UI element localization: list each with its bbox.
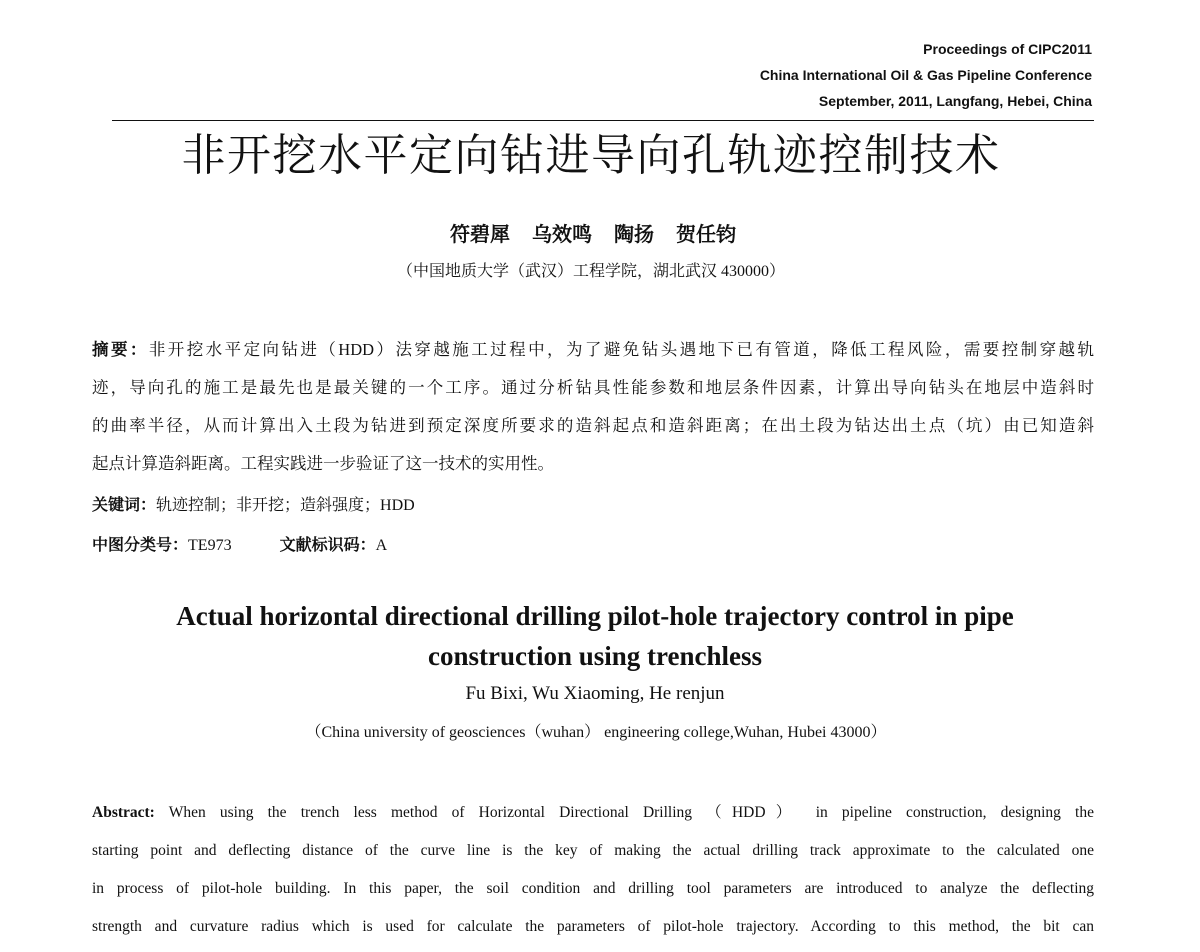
abstract-en-line-2: starting point and deflecting distance of the curve line is the key of making the actual drilling track approximate to the calculated one <box>92 842 1094 859</box>
keywords-chinese <box>92 486 1094 525</box>
abstract-cn-line-1 <box>92 331 1094 369</box>
title-chinese: 非开挖水平定向钻进导向孔轨迹控制技术 <box>181 130 1001 181</box>
abstract-chinese <box>92 331 1094 483</box>
abstract-cn-line-3: 的曲率半径，从而计算出入土段为钻进到预定深度所要求的造斜起点和造斜距离；在出土段为钻达出土点（坑）由已知造斜 <box>92 416 1094 435</box>
abstract-en-line-4: strength and curvature radius which is used for calculate the parameters of pilot-hole trajectory. According to this method, the bit can <box>92 918 1094 935</box>
abstract-english <box>92 794 1094 946</box>
affiliation-chinese: （中国地质大学（武汉）工程学院，湖北武汉 430000） <box>396 263 785 280</box>
doc-code-value: A <box>375 537 388 554</box>
keywords-label: 关键词： <box>92 495 157 514</box>
doc-code-label: 文献标识码： <box>279 535 376 554</box>
author-cn-2: 乌效鸣 <box>532 222 592 246</box>
proceedings-header <box>760 36 1092 114</box>
abstract-en-text-1: When using the trench less method of Horizontal Directional Drilling （HDD） in pipeline construction, designing the <box>168 804 1094 821</box>
proceedings-name: Proceedings of CIPC2011 <box>923 41 1092 57</box>
header-rule <box>112 120 1094 121</box>
affiliation-english: （China university of geosciences（wuhan） engineering college,Wuhan, Hubei 43000） <box>305 724 887 741</box>
abstract-cn-line-4: 起点计算造斜距离。工程实践进一步验证了这一技术的实用性。 <box>92 454 554 473</box>
conference-date-place: September, 2011, Langfang, Hebei, China <box>818 93 1092 109</box>
abstract-en-line-1 <box>92 794 1094 832</box>
title-en-line-2: construction using trenchless <box>427 641 763 671</box>
abstract-cn-label: 摘要： <box>92 340 149 359</box>
clc-value: TE973 <box>188 537 232 554</box>
authors-english: Fu Bixi, Wu Xiaoming, He renjun <box>465 683 725 704</box>
abstract-en-line-3: in process of pilot-hole building. In this paper, the soil condition and drilling tool parameters are introduced to analyze the deflecting <box>92 880 1094 897</box>
abstract-cn-text-1: 非开挖水平定向钻进（HDD）法穿越施工过程中，为了避免钻头遇地下已有管道，降低工程风险，需要控制穿越轨 <box>148 340 1095 359</box>
conference-name: China International Oil & Gas Pipeline Conference <box>759 67 1092 83</box>
title-english <box>0 596 1190 676</box>
abstract-cn-line-2: 迹，导向孔的施工是最先也是最关键的一个工序。通过分析钻具性能参数和地层条件因素，计算出导向钻头在地层中造斜时 <box>92 378 1094 397</box>
clc-label: 中图分类号： <box>92 535 189 554</box>
title-en-line-1: Actual horizontal directional drilling pilot-hole trajectory control in pipe <box>176 601 1014 631</box>
author-cn-4: 贺任钧 <box>676 222 736 246</box>
author-cn-3: 陶扬 <box>614 222 654 246</box>
classification-line <box>92 526 1094 565</box>
author-cn-1: 符碧犀 <box>450 222 510 246</box>
authors-chinese <box>0 220 1186 248</box>
abstract-en-label: Abstract: <box>92 804 155 821</box>
keywords-text: 轨迹控制；非开挖；造斜强度；HDD <box>156 497 415 514</box>
